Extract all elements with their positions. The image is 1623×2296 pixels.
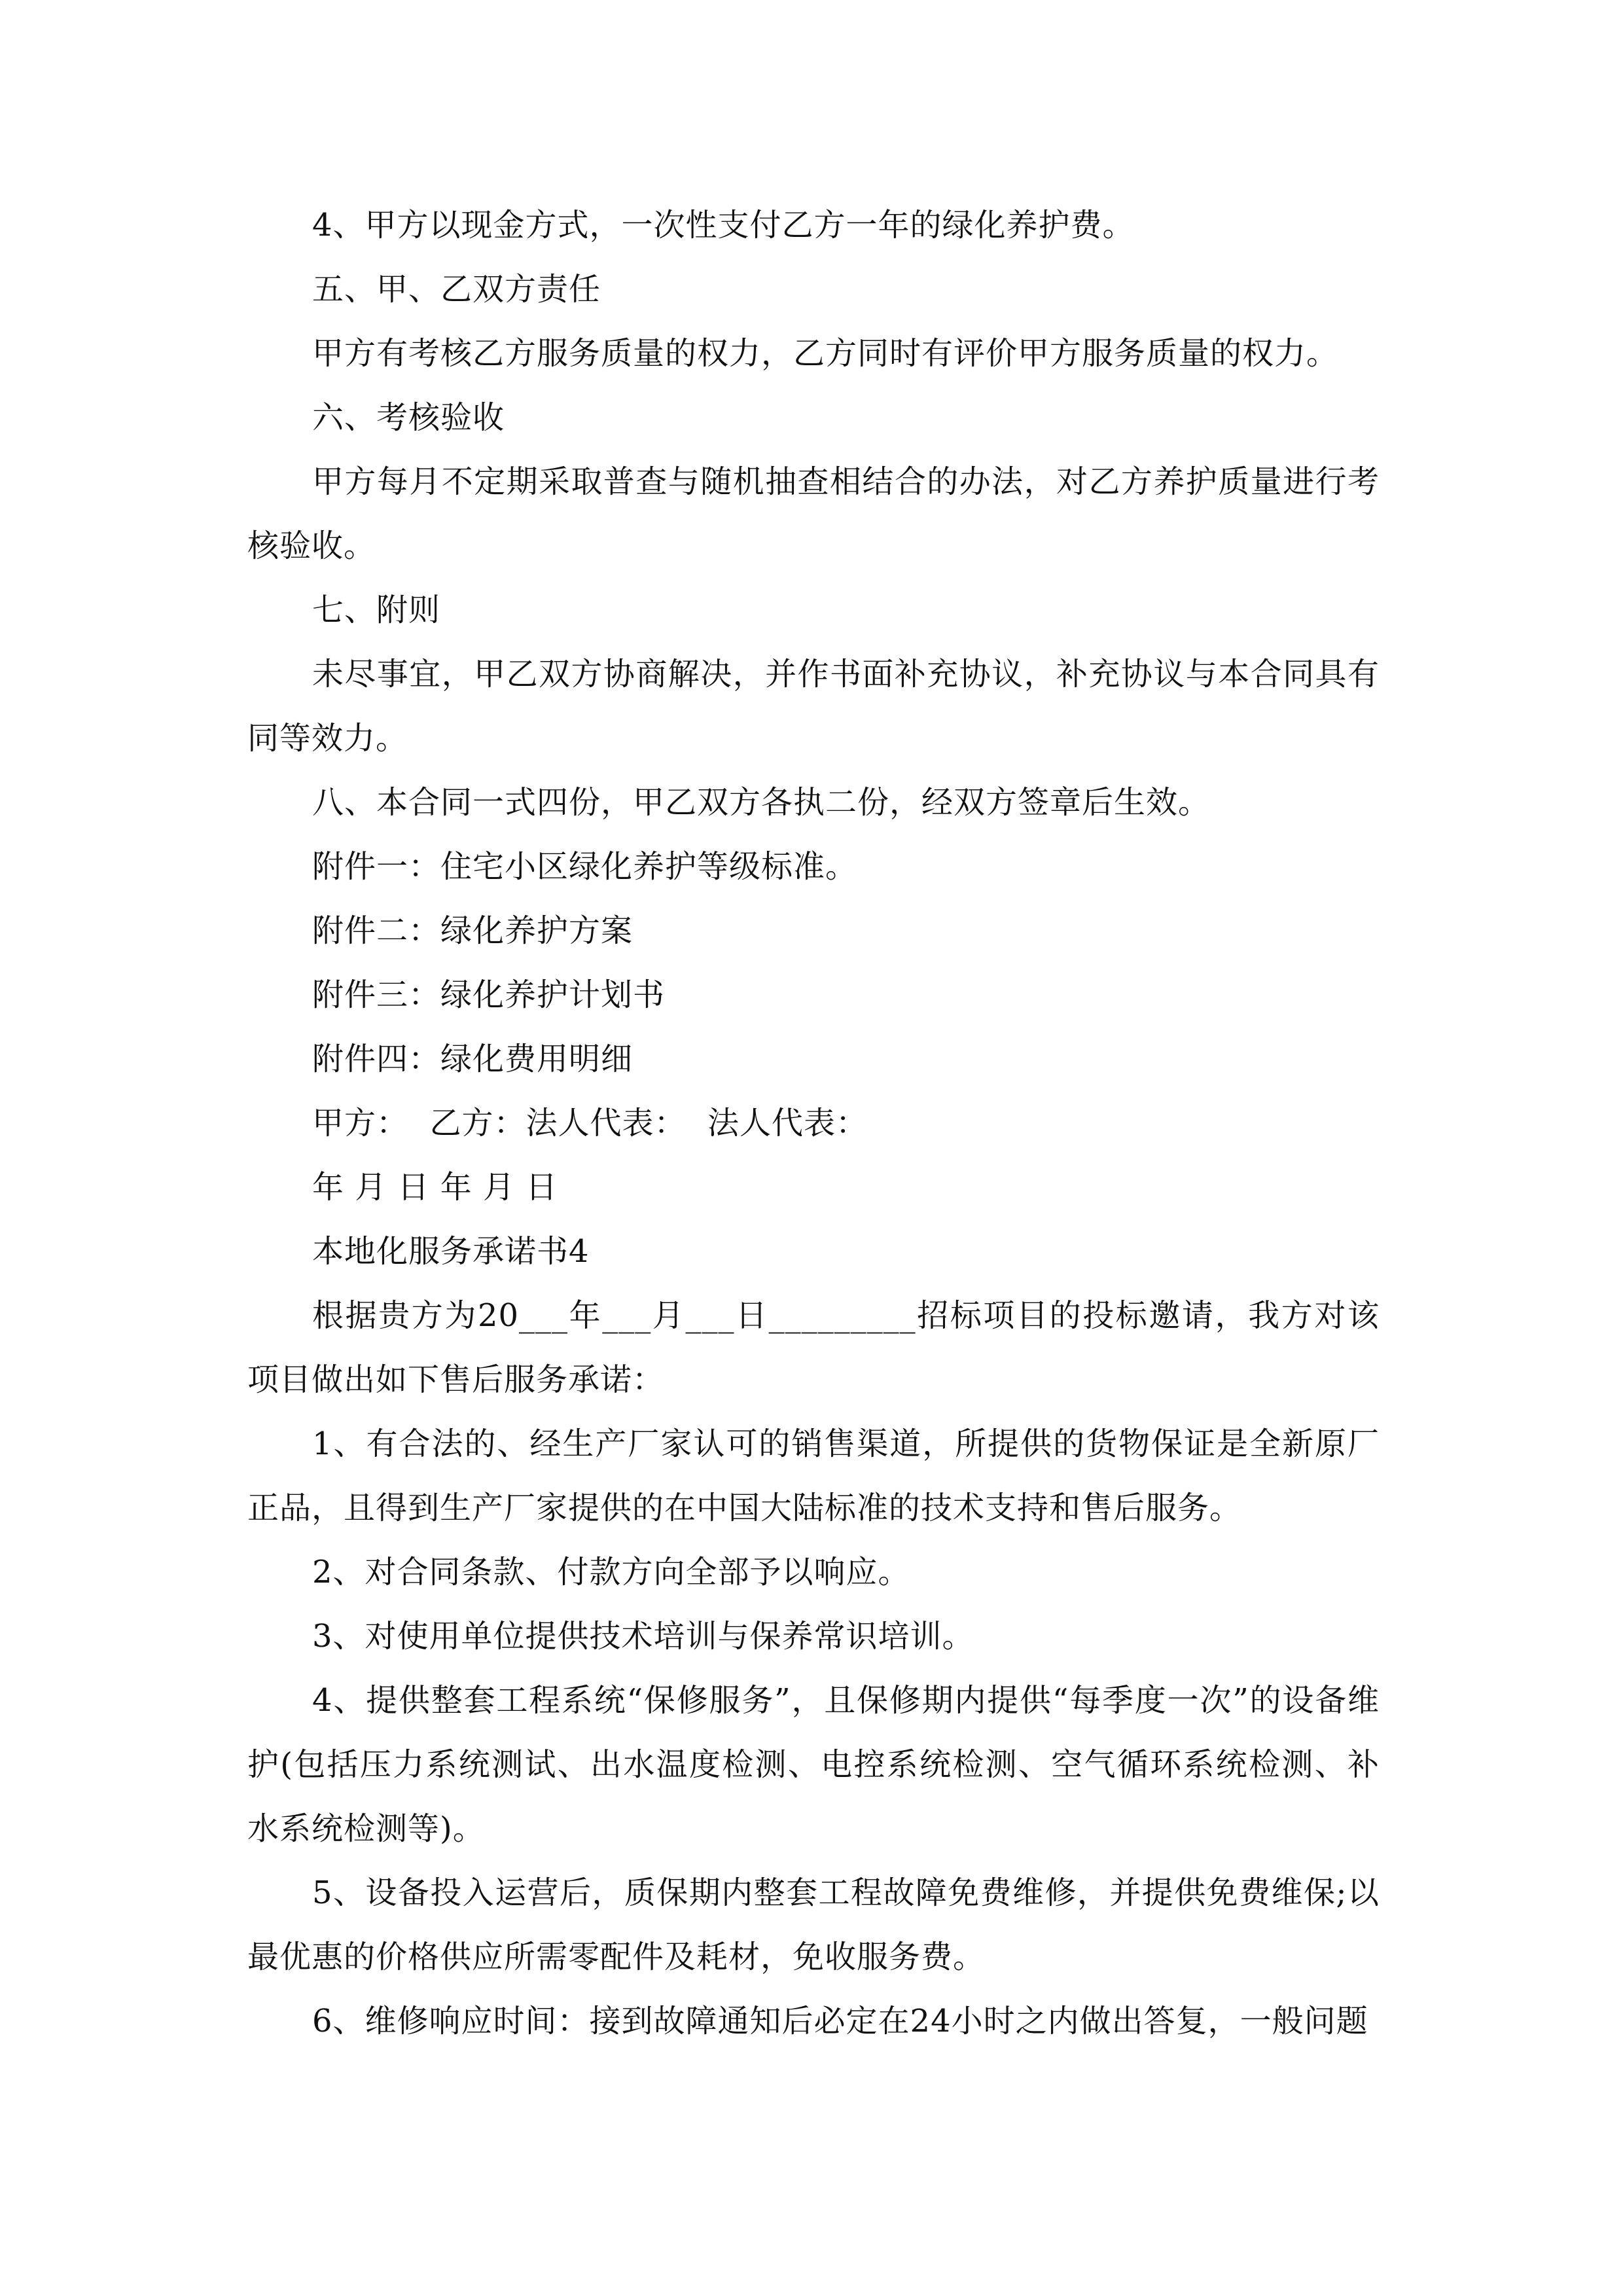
commitment-item: 4、提供整套工程系统“保修服务”，且保修期内提供“每季度一次”的设备维护(包括压力系统测试、出水温度检测、电控系统检测、空气循环系统检测、补水系统检测等)。	[247, 1682, 1380, 1847]
signature-line: 甲方： 乙方：法人代表： 法人代表：	[312, 1105, 868, 1141]
date-line: 年 月 日 年 月 日	[312, 1169, 558, 1206]
attachment-item: 附件一：住宅小区绿化养护等级标准。	[312, 848, 858, 885]
commitment-item: 3、对使用单位提供技术培训与保养常识培训。	[312, 1618, 974, 1655]
paragraph-payment-term: 4、甲方以现金方式，一次性支付乙方一年的绿化养护费。	[312, 207, 1135, 243]
document-title: 本地化服务承诺书4	[312, 1233, 590, 1270]
attachment-item: 附件四：绿化费用明细	[312, 1041, 633, 1077]
commitment-item: 1、有合法的、经生产厂家认可的销售渠道，所提供的货物保证是全新原厂正品，且得到生产厂家提供的在中国大陆标准的技术支持和售后服务。	[247, 1426, 1380, 1526]
paragraph-invitation: 根据贵方为20___年___月___日_________招标项目的投标邀请，我方对该项目做出如下售后服务承诺：	[247, 1297, 1380, 1398]
document-body	[247, 193, 1380, 2053]
paragraph-responsibilities: 甲方有考核乙方服务质量的权力，乙方同时有评价甲方服务质量的权力。	[312, 335, 1339, 372]
attachment-item: 附件二：绿化养护方案	[312, 912, 633, 949]
paragraph-inspection: 甲方每月不定期采取普查与随机抽查相结合的办法，对乙方养护质量进行考核验收。	[247, 463, 1380, 564]
commitment-item: 2、对合同条款、付款方向全部予以响应。	[312, 1554, 910, 1590]
section-heading-supplementary: 七、附则	[312, 592, 441, 628]
commitment-item: 5、设备投入运营后，质保期内整套工程故障免费维修，并提供免费维保;以最优惠的价格供应所需零配件及耗材，免收服务费。	[247, 1874, 1380, 1975]
paragraph-copies: 八、本合同一式四份，甲乙双方各执二份，经双方签章后生效。	[312, 784, 1211, 821]
section-heading-inspection: 六、考核验收	[312, 399, 505, 436]
section-heading-responsibilities: 五、甲、乙双方责任	[312, 271, 601, 308]
commitment-item: 6、维修响应时间：接到故障通知后必定在24小时之内做出答复，一般问题	[312, 2003, 1368, 2039]
attachment-item: 附件三：绿化养护计划书	[312, 977, 666, 1013]
paragraph-supplementary: 未尽事宜，甲乙双方协商解决，并作书面补充协议，补充协议与本合同具有同等效力。	[247, 656, 1380, 757]
